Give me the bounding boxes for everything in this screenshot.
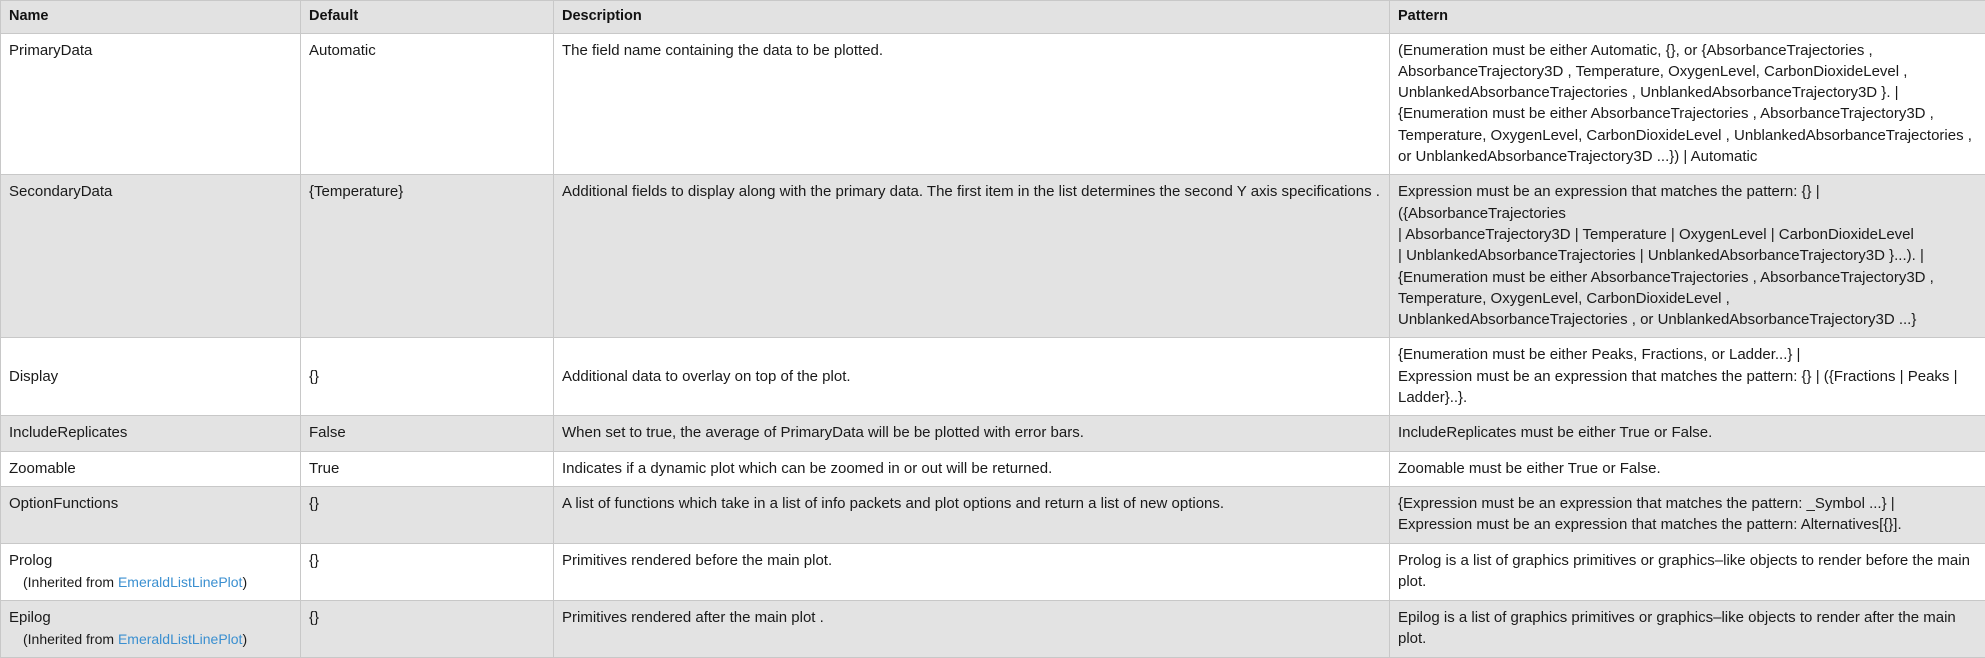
inherited-suffix: ): [242, 631, 247, 647]
inherited-source-link[interactable]: EmeraldListLinePlot: [118, 631, 243, 647]
option-default-cell: {Temperature}: [301, 175, 554, 338]
option-name-cell: [1, 33, 301, 175]
table-header-row: [1, 1, 1985, 34]
table-row: [1, 338, 1985, 416]
option-description-cell: The field name containing the data to be plotted.: [554, 33, 1390, 175]
pattern-line: UnblankedAbsorbanceTrajectories , UnblankedAbsorbanceTrajectory3D }. |: [1398, 82, 1977, 103]
inherited-prefix: (Inherited from: [23, 631, 118, 647]
pattern-line: Zoomable must be either True or False.: [1398, 458, 1977, 479]
pattern-line: or UnblankedAbsorbanceTrajectory3D ...}) | Automatic: [1398, 146, 1977, 167]
pattern-line: Temperature, OxygenLevel, CarbonDioxideLevel ,: [1398, 288, 1977, 309]
inherited-suffix: ): [242, 574, 247, 590]
option-description-cell: Primitives rendered before the main plot.: [554, 543, 1390, 600]
pattern-line: Temperature, OxygenLevel, CarbonDioxideLevel , UnblankedAbsorbanceTrajectories ,: [1398, 125, 1977, 146]
option-pattern-cell: [1390, 486, 1985, 543]
column-header-default: Default: [301, 1, 554, 34]
option-pattern-cell: [1390, 33, 1985, 175]
option-name-cell: [1, 451, 301, 486]
table-row: [1, 416, 1985, 451]
option-name: PrimaryData: [9, 42, 92, 59]
option-description-cell: When set to true, the average of PrimaryData will be be plotted with error bars.: [554, 416, 1390, 451]
option-default-cell: {}: [301, 338, 554, 416]
pattern-line: | AbsorbanceTrajectory3D | Temperature | OxygenLevel | CarbonDioxideLevel: [1398, 224, 1977, 245]
option-name: Zoomable: [9, 460, 76, 477]
pattern-line: (Enumeration must be either Automatic, {}, or {AbsorbanceTrajectories ,: [1398, 40, 1977, 61]
option-default-cell: False: [301, 416, 554, 451]
option-name-cell: [1, 338, 301, 416]
inherited-from-note: [9, 630, 292, 650]
pattern-line: Expression must be an expression that matches the pattern: Alternatives[{}].: [1398, 514, 1977, 535]
table-row: [1, 600, 1985, 657]
option-pattern-cell: [1390, 338, 1985, 416]
option-default-cell: Automatic: [301, 33, 554, 175]
column-header-description: Description: [554, 1, 1390, 34]
option-description-cell: Primitives rendered after the main plot .: [554, 600, 1390, 657]
pattern-line: IncludeReplicates must be either True or False.: [1398, 422, 1977, 443]
table-row: [1, 175, 1985, 338]
inherited-prefix: (Inherited from: [23, 574, 118, 590]
option-pattern-cell: [1390, 600, 1985, 657]
option-name-cell: [1, 600, 301, 657]
table-row: [1, 33, 1985, 175]
pattern-line: Expression must be an expression that matches the pattern: {} | ({Fractions | Peaks | Ladder}..}.: [1398, 366, 1977, 409]
option-description-cell: Additional data to overlay on top of the plot.: [554, 338, 1390, 416]
pattern-line: {Expression must be an expression that matches the pattern: _Symbol ...} |: [1398, 493, 1977, 514]
pattern-line: | UnblankedAbsorbanceTrajectories | UnblankedAbsorbanceTrajectory3D }...). |: [1398, 245, 1977, 266]
option-default-cell: True: [301, 451, 554, 486]
option-name-cell: [1, 175, 301, 338]
pattern-line: UnblankedAbsorbanceTrajectories , or UnblankedAbsorbanceTrajectory3D ...}: [1398, 309, 1977, 330]
column-header-pattern: Pattern: [1390, 1, 1985, 34]
pattern-line: Expression must be an expression that matches the pattern: {} | ({AbsorbanceTrajectories: [1398, 181, 1977, 224]
option-description-cell: Additional fields to display along with the primary data. The first item in the list determines the second Y axis specifications .: [554, 175, 1390, 338]
column-header-name: Name: [1, 1, 301, 34]
inherited-source-link[interactable]: EmeraldListLinePlot: [118, 574, 243, 590]
table-row: [1, 486, 1985, 543]
pattern-line: Epilog is a list of graphics primitives or graphics–like objects to render after the main plot.: [1398, 607, 1977, 650]
option-pattern-cell: [1390, 175, 1985, 338]
option-description-cell: Indicates if a dynamic plot which can be zoomed in or out will be returned.: [554, 451, 1390, 486]
inherited-from-note: [9, 573, 292, 593]
option-name: OptionFunctions: [9, 495, 118, 512]
option-default-cell: {}: [301, 486, 554, 543]
option-default-cell: {}: [301, 543, 554, 600]
option-name: IncludeReplicates: [9, 424, 127, 441]
option-pattern-cell: [1390, 416, 1985, 451]
option-name-cell: [1, 486, 301, 543]
table-row: [1, 451, 1985, 486]
option-description-cell: A list of functions which take in a list of info packets and plot options and return a list of new options.: [554, 486, 1390, 543]
option-name: SecondaryData: [9, 183, 112, 200]
option-name: Display: [9, 368, 58, 385]
option-name: Epilog: [9, 609, 51, 626]
table-row: [1, 543, 1985, 600]
option-default-cell: {}: [301, 600, 554, 657]
pattern-line: {Enumeration must be either AbsorbanceTrajectories , AbsorbanceTrajectory3D ,: [1398, 103, 1977, 124]
table-header: [1, 1, 1985, 34]
option-name-cell: [1, 543, 301, 600]
option-pattern-cell: [1390, 543, 1985, 600]
pattern-line: {Enumeration must be either AbsorbanceTrajectories , AbsorbanceTrajectory3D ,: [1398, 267, 1977, 288]
option-pattern-cell: [1390, 451, 1985, 486]
pattern-line: Prolog is a list of graphics primitives or graphics–like objects to render before the main plot.: [1398, 550, 1977, 593]
pattern-line: AbsorbanceTrajectory3D , Temperature, OxygenLevel, CarbonDioxideLevel ,: [1398, 61, 1977, 82]
pattern-line: {Enumeration must be either Peaks, Fractions, or Ladder...} |: [1398, 344, 1977, 365]
option-name: Prolog: [9, 552, 52, 569]
table-body: [1, 33, 1985, 657]
option-name-cell: [1, 416, 301, 451]
